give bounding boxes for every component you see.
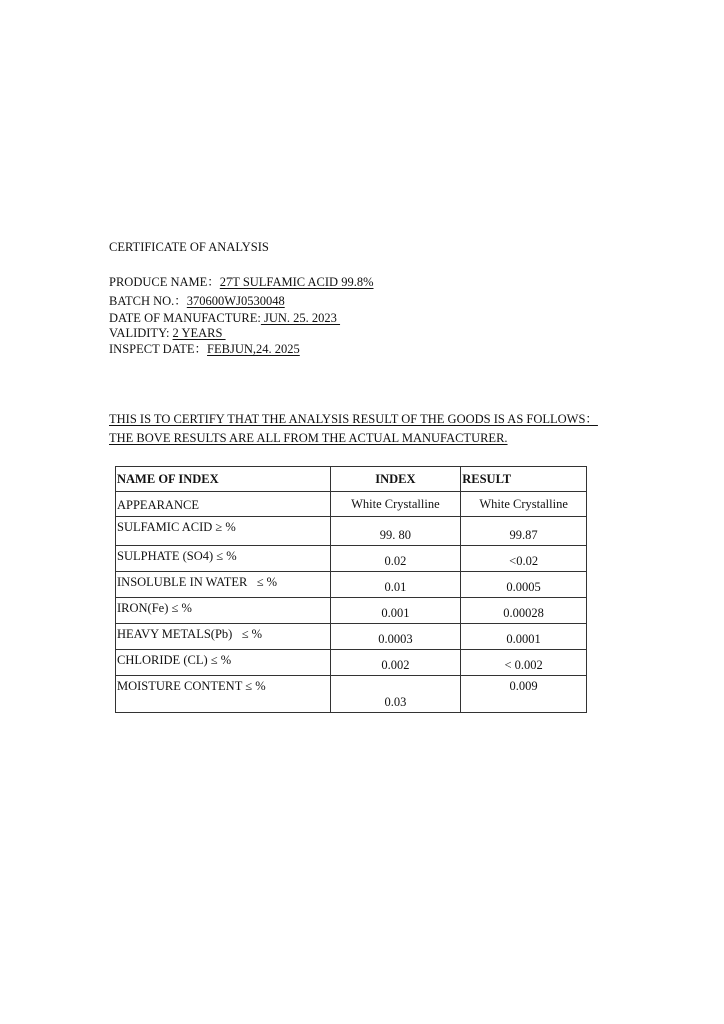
row-index: 99. 80	[330, 517, 461, 546]
table-row	[116, 572, 587, 598]
row-result: < 0.002	[461, 650, 587, 676]
batch-no-value: 370600WJ0530048	[186, 294, 285, 308]
batch-no-line	[109, 294, 285, 309]
table-row	[116, 517, 587, 546]
produce-name-value: 27T SULFAMIC ACID 99.8%	[219, 275, 374, 289]
row-result: 0.00028	[461, 598, 587, 624]
analysis-table	[115, 466, 587, 713]
inspect-date-label: INSPECT DATE：	[109, 342, 208, 356]
header-result: RESULT	[461, 467, 587, 492]
date-of-manufacture-line	[109, 311, 340, 326]
produce-name-label: PRODUCE NAME：	[109, 275, 220, 289]
row-index: 0.0003	[330, 624, 461, 650]
batch-no-label: BATCH NO.：	[109, 294, 187, 308]
row-result: 0.009	[461, 676, 587, 713]
row-result: 0.0005	[461, 572, 587, 598]
date-of-manufacture-value: JUN. 25. 2023	[260, 311, 341, 325]
certify-statement: THIS IS TO CERTIFY THAT THE ANALYSIS RESULT OF THE GOODS IS AS FOLLOWS：	[109, 412, 598, 426]
table-row	[116, 598, 587, 624]
row-index: 0.001	[330, 598, 461, 624]
table-row	[116, 492, 587, 517]
row-name: SULPHATE (SO4) ≤ %	[116, 546, 331, 572]
row-index: 0.03	[330, 676, 461, 713]
row-index: White Crystalline	[330, 492, 461, 517]
row-result: White Crystalline	[461, 492, 587, 517]
row-name: HEAVY METALS(Pb) ≤ %	[116, 624, 331, 650]
row-name: APPEARANCE	[116, 492, 331, 517]
row-name: INSOLUBLE IN WATER ≤ %	[116, 572, 331, 598]
row-index: 0.02	[330, 546, 461, 572]
table-row	[116, 546, 587, 572]
validity-line	[109, 326, 226, 341]
validity-label: VALIDITY:	[109, 326, 173, 340]
table-row	[116, 650, 587, 676]
table-row	[116, 624, 587, 650]
header-index: INDEX	[330, 467, 461, 492]
row-name: MOISTURE CONTENT ≤ %	[116, 676, 331, 713]
inspect-date-value: FEBJUN,24. 2025	[207, 342, 300, 356]
row-result: 99.87	[461, 517, 587, 546]
date-of-manufacture-label: DATE OF MANUFACTURE:	[109, 311, 261, 325]
row-name: SULFAMIC ACID ≥ %	[116, 517, 331, 546]
row-result: 0.0001	[461, 624, 587, 650]
document-title: CERTIFICATE OF ANALYSIS	[109, 240, 269, 254]
row-index: 0.01	[330, 572, 461, 598]
header-name-of-index: NAME OF INDEX	[116, 467, 331, 492]
row-result: <0.02	[461, 546, 587, 572]
table-header-row	[116, 467, 587, 492]
inspect-date-line	[109, 342, 300, 357]
produce-name-line	[109, 275, 374, 290]
row-name: CHLORIDE (CL) ≤ %	[116, 650, 331, 676]
table-row	[116, 676, 587, 713]
row-name: IRON(Fe) ≤ %	[116, 598, 331, 624]
validity-value: 2 YEARS	[172, 326, 226, 340]
source-statement: THE BOVE RESULTS ARE ALL FROM THE ACTUAL MANUFACTURER.	[109, 431, 508, 445]
row-index: 0.002	[330, 650, 461, 676]
